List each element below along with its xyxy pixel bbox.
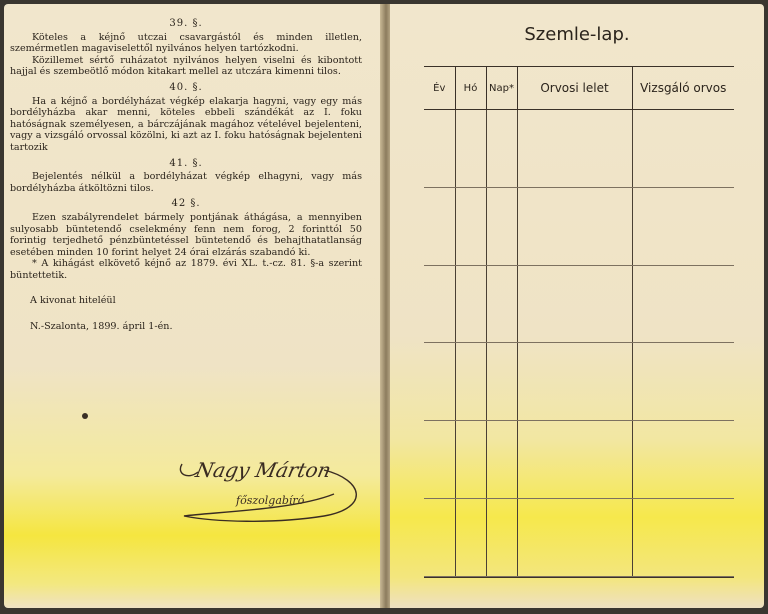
section-41-paragraph-1: Bejelentés nélkül a bordélyházat végkép elhagyni, vagy más bordélyházba átköltözni tilos. — [10, 171, 362, 194]
column-header-medical-findings: Orvosi lelet — [517, 67, 632, 110]
table-row — [424, 499, 734, 577]
section-42-paragraph-1: Ezen szabályrendelet bármely pontjának áthágása, a mennyiben sulyosabb büntetendő cselekmény fenn nem forog, 2 forinttól 50 forintig terjedhető pénzbüntetéssel büntetendő és behajthatatlanság esetében minden 10 forint helyet 24 órai elzárás szabandó ki. — [10, 211, 362, 258]
column-header-day: Nap* — [486, 67, 517, 110]
table-row — [424, 265, 734, 343]
certification-line: A kivonat hiteléül — [30, 295, 116, 307]
regulation-text — [10, 14, 362, 333]
section-heading-42: 42 §. — [171, 198, 201, 210]
section-heading-39: 39. §. — [169, 18, 203, 29]
section-42-footnote: * A kihágást elkövető kéjnő az 1879. évi XL. t.-cz. 81. §-a szerint büntettetik. — [10, 258, 362, 281]
signature — [174, 450, 374, 530]
inspection-table — [424, 66, 734, 578]
signature-title: főszolgabíró — [236, 494, 305, 507]
ink-dot — [82, 413, 88, 419]
signature-name: Nagy Márton — [193, 458, 334, 482]
section-heading-41: 41. §. — [169, 157, 203, 169]
table-row — [424, 110, 734, 188]
section-39-paragraph-1: Köteles a kéjnő utczai csavargástól és minden illetlen, szemérmetlen magaviselettől nyilvános helyen tartózkodni. — [10, 31, 362, 55]
left-page — [4, 4, 382, 608]
table-row — [424, 421, 734, 499]
table-header-row — [424, 67, 734, 110]
column-header-year: Év — [424, 67, 455, 110]
right-page — [390, 4, 764, 608]
section-heading-40: 40. §. — [169, 81, 203, 93]
column-header-month: Hó — [455, 67, 486, 110]
place-date-line: N.-Szalonta, 1899. ápril 1-én. — [30, 321, 173, 333]
column-header-examining-doctor: Vizsgáló orvos — [632, 67, 734, 110]
section-39-paragraph-2: Közillemet sértő ruházatot nyilvános helyen viselni és kibontott hajjal és szembeötlő módon kitakart mellel az utczára kimenni tilos. — [10, 54, 362, 78]
table-row — [424, 343, 734, 421]
section-40-paragraph-1: Ha a kéjnő a bordélyházat végkép elakarja hagyni, vagy egy más bordélyházba akar menni, köteles ebbeli szándékát az I. foku hatóságnak személyesen, a bárczájának magához vételével bejelenteni, vagy a vizsgáló orvossal közölni, ki azt az I. foku hatóságnak bejelenteni tartozik — [10, 95, 362, 153]
sheet-title: Szemle-lap. — [524, 24, 630, 45]
table-row — [424, 187, 734, 265]
